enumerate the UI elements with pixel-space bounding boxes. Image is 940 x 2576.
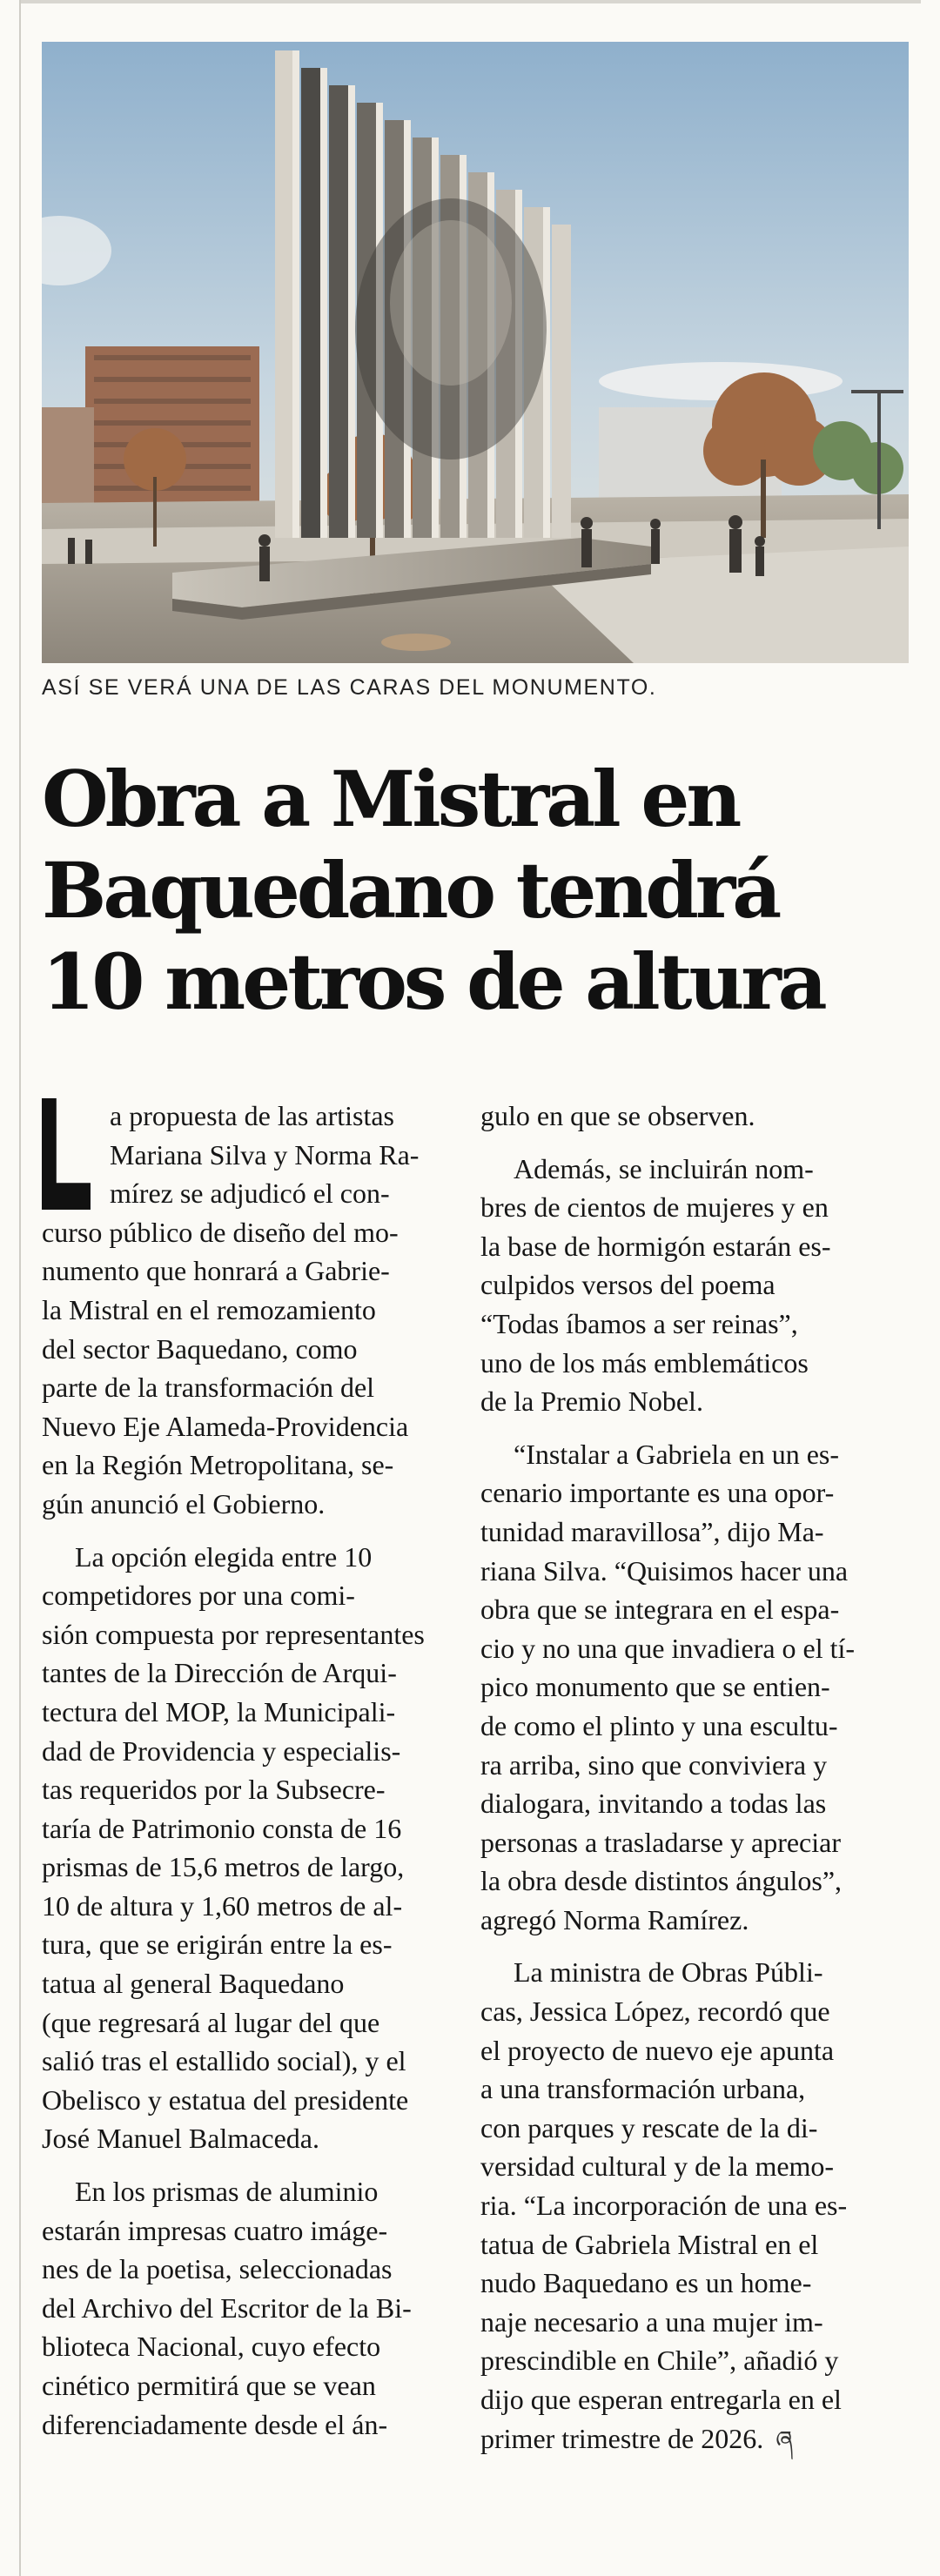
text-line: La opción elegida entre 10 (75, 1540, 373, 1573)
text-line: obra que se integrara en el espa- (480, 1593, 840, 1626)
text-line: La ministra de Obras Públi- (514, 1956, 823, 1989)
headline (42, 754, 912, 1028)
text-line: ra arriba, sino que conviviera y (480, 1748, 828, 1781)
text-line: Mariana Silva y Norma Ra- (110, 1138, 420, 1171)
headline-line: 10 metros de altura (42, 936, 824, 1027)
last-sentence: primer trimestre de 2026. (480, 2422, 764, 2454)
paragraph (42, 1097, 451, 1524)
text-line: Nuevo Eje Alameda-Providencia (42, 1410, 409, 1442)
text-line: blioteca Nacional, cuyo efecto (42, 2331, 381, 2363)
text-line: nudo Baquedano es un home- (480, 2267, 812, 2299)
text-line: En los prismas de aluminio (75, 2176, 379, 2208)
text-line: taría de Patrimonio consta de 16 (42, 1812, 402, 1844)
text-line: el proyecto de nuevo eje apunta (480, 2034, 835, 2066)
text-line: a una transformación urbana, (480, 2073, 806, 2105)
text-line: a propuesta de las artistas (110, 1100, 394, 1131)
text-line: tatua al general Baquedano (42, 1968, 345, 2000)
text-line: cas, Jessica López, recordó que (480, 1996, 830, 2028)
text-line: nes de la poetisa, seleccionadas (42, 2253, 393, 2285)
photo-caption: ASÍ SE VERÁ UNA DE LAS CARAS DEL MONUMENTO. (42, 675, 657, 700)
headline-line: Obra a Mistral en (42, 754, 739, 844)
text-line: versidad cultural y de la memo- (480, 2150, 835, 2183)
paragraph (480, 1953, 912, 2459)
text-line: pico monumento que se entien- (480, 1671, 830, 1703)
text-line: prescindible en Chile”, añadió y (480, 2345, 839, 2377)
text-line: salió tras el estallido social), y el (42, 2045, 406, 2077)
text-line: personas a trasladarse y apreciar (480, 1826, 841, 1858)
text-line: cinético permitirá que se vean (42, 2370, 376, 2401)
text-line: agregó Norma Ramírez. (480, 1903, 749, 1935)
text-line: numento que honrará a Gabrie- (42, 1255, 390, 1287)
text-line: tectura del MOP, la Municipali- (42, 1695, 396, 1727)
text-line: dad de Providencia y especialis- (42, 1734, 401, 1767)
text-line: del sector Baquedano, como (42, 1332, 358, 1365)
text-line: competidores por una comi- (42, 1580, 355, 1612)
end-mark-icon: ཞ (776, 2425, 793, 2454)
text-line: de como el plinto y una escultu- (480, 1709, 838, 1741)
top-rule (19, 0, 921, 3)
text-line: naje necesario a una mujer im- (480, 2305, 823, 2338)
article-column-right (480, 1097, 912, 2459)
text-line: Además, se incluirán nom- (514, 1152, 814, 1184)
text-line: cio y no una que invadiera o el tí- (480, 1632, 856, 1664)
text-line: la base de hormigón estarán es- (480, 1230, 831, 1262)
text-line: José Manuel Balmaceda. (42, 2123, 319, 2155)
text-line: tas requeridos por la Subsecre- (42, 1774, 386, 1806)
text-line: gún anunció el Gobierno. (42, 1487, 326, 1519)
monument-photo (42, 42, 909, 663)
text-line: tunidad maravillosa”, dijo Ma- (480, 1515, 824, 1547)
text-line: 10 de altura y 1,60 metros de al- (42, 1889, 403, 1922)
monument-illustration (42, 42, 909, 663)
text-line: uno de los más emblemáticos (480, 1346, 809, 1379)
text-line: prismas de 15,6 metros de largo, (42, 1851, 405, 1883)
text-line: parte de la transformación del (42, 1372, 375, 1404)
text-line: curso público de diseño del mo- (42, 1216, 399, 1248)
text-line: bres de cientos de mujeres y en (480, 1191, 829, 1224)
text-line: estarán impresas cuatro imáge- (42, 2214, 388, 2246)
text-line: cenario importante es una opor- (480, 1477, 835, 1509)
text-line: diferenciadamente desde el án- (42, 2408, 388, 2440)
paragraph (42, 1538, 451, 2159)
paragraph (480, 1097, 912, 1136)
text-line: tantes de la Dirección de Arqui- (42, 1657, 397, 1689)
text-line: culpidos versos del poema (480, 1269, 776, 1301)
text-line: “Todas íbamos a ser reinas”, (480, 1307, 798, 1339)
text-line (480, 2419, 912, 2460)
text-line: tura, que se erigirán entre la es- (42, 1929, 393, 1961)
text-line: en la Región Metropolitana, se- (42, 1449, 394, 1481)
text-line: la obra desde distintos ángulos”, (480, 1865, 843, 1897)
headline-line: Baquedano tendrá (42, 845, 779, 936)
text-line: gulo en que se observen. (480, 1100, 755, 1131)
paragraph (42, 2172, 451, 2444)
text-line: dialogara, invitando a todas las (480, 1788, 827, 1820)
paragraph (480, 1150, 912, 1421)
text-line: (que regresará al lugar del que (42, 2006, 380, 2038)
column-rule (19, 0, 21, 2576)
text-line: tatua de Gabriela Mistral en el (480, 2228, 819, 2260)
text-line: ria. “La incorporación de una es- (480, 2190, 848, 2222)
text-line: Obelisco y estatua del presidente (42, 2083, 409, 2116)
text-line: riana Silva. “Quisimos hacer una (480, 1554, 849, 1587)
text-line: la Mistral en el remozamiento (42, 1293, 376, 1325)
article-column-left (42, 1097, 451, 2444)
text-line: dijo que esperan entregarla en el (480, 2384, 842, 2415)
text-line: del Archivo del Escritor de la Bi- (42, 2291, 412, 2324)
text-line: de la Premio Nobel. (480, 1385, 703, 1418)
text-line: sión compuesta por representantes (42, 1618, 425, 1650)
paragraph (480, 1435, 912, 1940)
text-line: mírez se adjudicó el con- (110, 1177, 390, 1210)
text-line: con parques y rescate de la di- (480, 2111, 818, 2143)
text-line: “Instalar a Gabriela en un es- (514, 1438, 840, 1470)
